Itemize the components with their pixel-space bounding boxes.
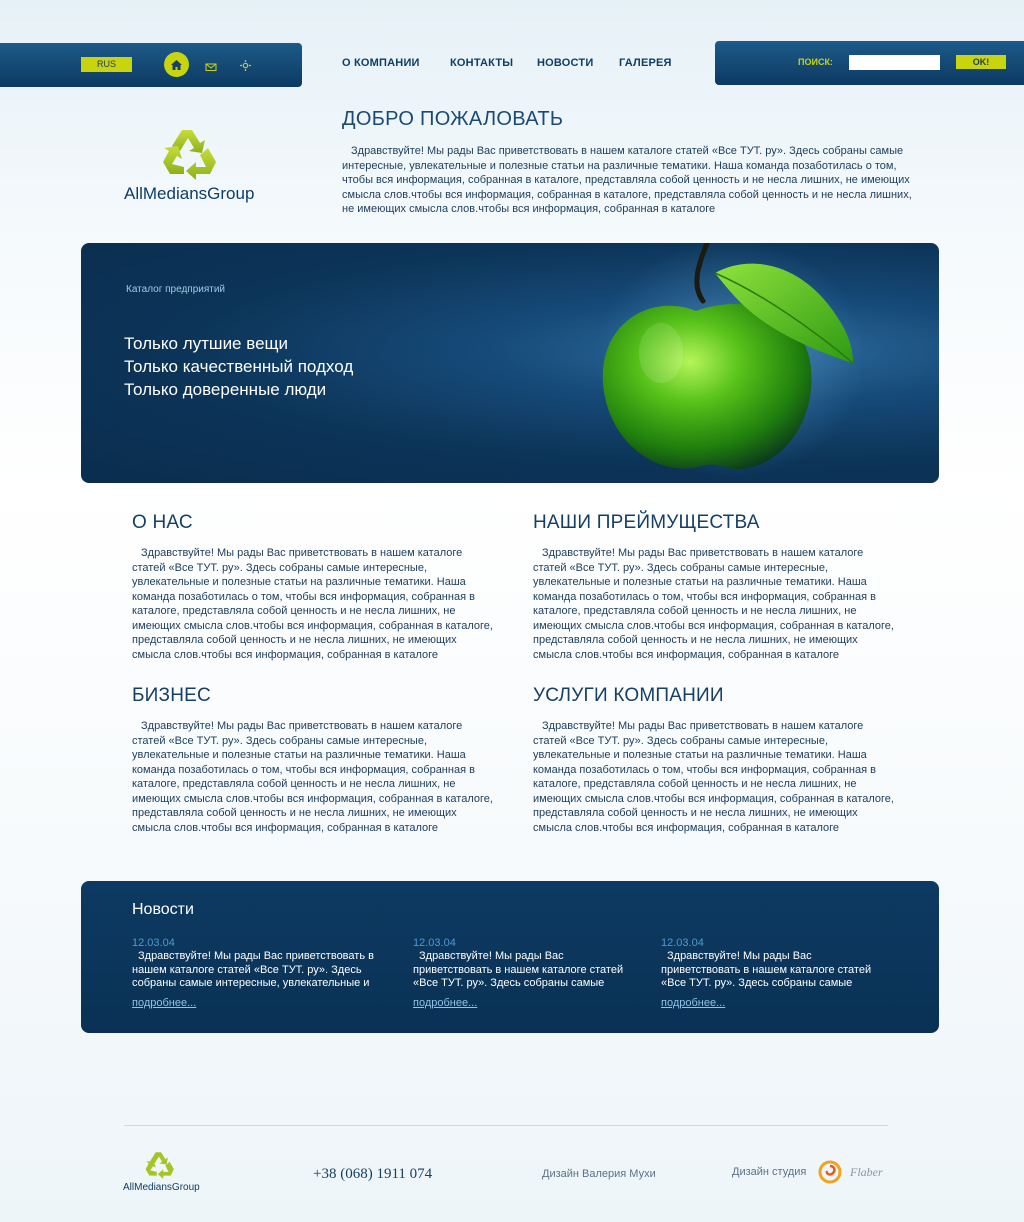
hero-banner (81, 243, 939, 483)
nav-news[interactable]: НОВОСТИ (537, 57, 594, 69)
footer-designer: Дизайн Валерия Мухи (542, 1168, 656, 1180)
home-icon (171, 60, 182, 70)
search-input[interactable] (849, 55, 940, 70)
footer-recycle-logo-icon[interactable] (144, 1150, 176, 1180)
logo-name: AllMediansGroup (124, 184, 255, 203)
footer-studio-label: Дизайн студия (732, 1166, 807, 1178)
section-title-about: О НАС (132, 512, 193, 533)
nav-about[interactable]: О КОМПАНИИ (342, 57, 420, 69)
news-more-link[interactable]: подробнее... (661, 997, 726, 1010)
section-text-services: Здравствуйте! Мы рады Вас приветствовать в нашем каталоге статей «Все ТУТ. ру». Здесь собраны самые интересные, увлекательные и полезные статьи на различные тематики. Наша команда позаботилась о том, чтобы вся информация, собранная в каталоге, представляла собой ценность и не несла лишних, не имеющих смысла слов.чтобы вся информация, собранная в каталоге, представляла собой ценность и не несла лишних, не имеющих смысла слов.чтобы вся информация, собранная в каталоге (533, 720, 894, 834)
nav-contacts[interactable]: КОНТАКТЫ (450, 57, 514, 69)
news-item (132, 936, 382, 1010)
footer-phone: +38 (068) 1911 074 (313, 1166, 433, 1182)
banner-slogans (124, 332, 353, 401)
news-item (661, 936, 883, 1010)
news-date: 12.03.04 (413, 937, 456, 949)
search-button[interactable]: OK! (956, 55, 1006, 69)
language-button[interactable]: RUS (81, 57, 132, 72)
nav-gallery[interactable]: ГАЛЕРЕЯ (619, 57, 672, 69)
section-text-business: Здравствуйте! Мы рады Вас приветствовать в нашем каталоге статей «Все ТУТ. ру». Здесь собраны самые интересные, увлекательные и полезные статьи на различные тематики. Наша команда позаботилась о том, чтобы вся информация, собранная в каталоге, представляла собой ценность и не несла лишних, не имеющих смысла слов.чтобы вся информация, собранная в каталоге, представляла собой ценность и не несла лишних, не имеющих смысла слов.чтобы вся информация, собранная в каталоге (132, 720, 493, 834)
news-box (81, 881, 939, 1033)
search-label: ПОИСК: (798, 57, 833, 67)
section-title-business: БИЗНЕС (132, 685, 211, 706)
section-title-advantages: НАШИ ПРЕЙМУЩЕСТВА (533, 512, 760, 533)
banner-line-1: Только лутшие вещи (124, 334, 289, 353)
section-text-advantages: Здравствуйте! Мы рады Вас приветствовать в нашем каталоге статей «Все ТУТ. ру». Здесь собраны самые интересные, увлекательные и полезные статьи на различные тематики. Наша команда позаботилась о том, чтобы вся информация, собранная в каталоге, представляла собой ценность и не несла лишних, не имеющих смысла слов.чтобы вся информация, собранная в каталоге, представляла собой ценность и не несла лишних, не имеющих смысла слов.чтобы вся информация, собранная в каталоге (533, 547, 894, 661)
news-more-link[interactable]: подробнее... (413, 997, 478, 1010)
top-bar-left (0, 43, 302, 87)
footer-studio-name: Flaber (850, 1165, 883, 1179)
welcome-title: ДОБРО ПОЖАЛОВАТЬ (342, 108, 564, 130)
news-text: Здравствуйте! Мы рады Вас приветствовать в нашем каталоге статей «Все ТУТ. ру». Здесь собраны самые интересные, увлекательные и (132, 950, 374, 990)
news-date: 12.03.04 (661, 937, 704, 949)
news-more-link[interactable]: подробнее... (132, 997, 197, 1010)
banner-catalog-label: Каталог предприятий (126, 284, 226, 295)
footer-logo-name: AllMediansGroup (123, 1182, 200, 1193)
banner-line-3: Только доверенные люди (124, 380, 327, 399)
section-text-about: Здравствуйте! Мы рады Вас приветствовать в нашем каталоге статей «Все ТУТ. ру». Здесь собраны самые интересные, увлекательные и полезные статьи на различные тематики. Наша команда позаботилась о том, чтобы вся информация, собранная в каталоге, представляла собой ценность и не несла лишних, не имеющих смысла слов.чтобы вся информация, собранная в каталоге, представляла собой ценность и не несла лишних, не имеющих смысла слов.чтобы вся информация, собранная в каталоге (132, 547, 493, 661)
mail-icon (205, 61, 217, 73)
sitemap-button[interactable] (239, 57, 252, 70)
recycle-logo-icon[interactable] (160, 126, 220, 182)
banner-line-2: Только качественный подход (124, 357, 354, 376)
section-title-services: УСЛУГИ КОМПАНИИ (533, 685, 724, 706)
flaber-logo-icon[interactable] (818, 1160, 842, 1184)
apple-image (591, 243, 861, 483)
mail-button[interactable] (205, 58, 217, 70)
news-date: 12.03.04 (132, 937, 175, 949)
news-text: Здравствуйте! Мы рады Вас приветствовать в нашем каталоге статей «Все ТУТ. ру». Здесь собраны самые (661, 950, 872, 990)
news-text: Здравствуйте! Мы рады Вас приветствовать в нашем каталоге статей «Все ТУТ. ру». Здесь собраны самые (413, 950, 624, 990)
footer-divider (124, 1125, 888, 1126)
news-item (413, 936, 635, 1010)
home-button[interactable] (164, 52, 189, 77)
welcome-text: Здравствуйте! Мы рады Вас приветствовать в нашем каталоге статей «Все ТУТ. ру». Здесь собраны самые интересные, увлекательные и полезные статьи на различные тематики. Наша команда позаботилась о том, чтобы вся информация, собранная в каталоге, представляла собой ценность и не несла лишних, не имеющих смысла слов.чтобы вся информация, собранная в каталоге, представляла собой ценность и не несла лишних, не имеющих смысла слов.чтобы вся информация, собранная в каталоге (342, 145, 912, 215)
sitemap-icon (239, 59, 252, 72)
news-title: Новости (132, 901, 194, 918)
